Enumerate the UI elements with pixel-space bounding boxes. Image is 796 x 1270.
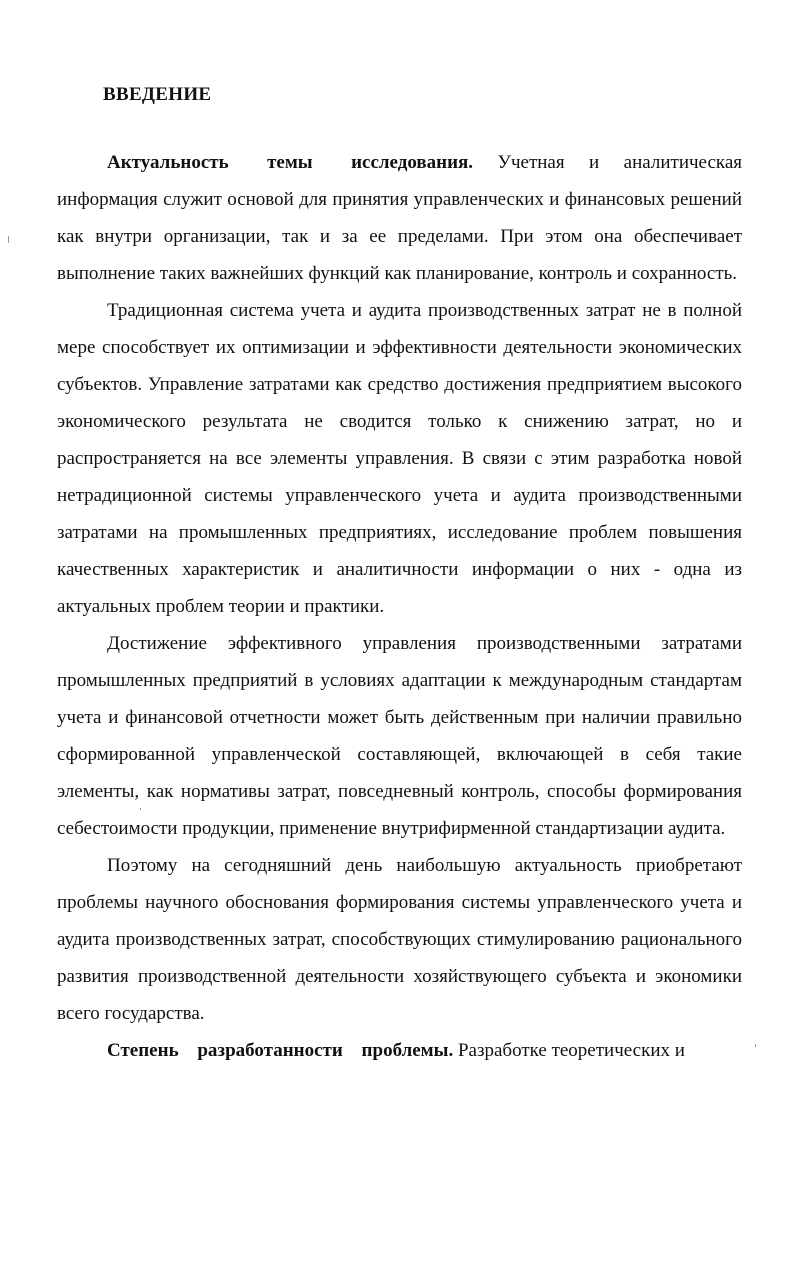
paragraph-degree-of-development [57,1032,742,1069]
paragraph-current-problems [57,847,742,1032]
paragraph-traditional-system [57,292,742,625]
scan-mark [755,1044,756,1047]
paragraph-text: Разработке теоретических и [453,1040,685,1061]
document-body [57,144,742,1069]
paragraph-relevance [57,144,742,292]
paragraph-text: Традиционная система учета и аудита производственных затрат не в полной мере способствует их оптимизации и эффективности деятельности экономических субъектов. Управление затратами как средство достижения предприятием высокого экономического результата не сводится только к снижению затрат, но и распространяется на все элементы управления. В связи с этим разработка новой нетрадиционной системы управленческого учета и аудита производственными затратами на промышленных предприятиях, исследование проблем повышения качественных характеристик и аналитичности информации о них - одна из актуальных проблем теории и практики. [57,300,742,617]
scan-mark [140,808,141,810]
scan-mark [8,236,9,243]
page-title: ВВЕДЕНИЕ [103,84,212,105]
paragraph-text: Поэтому на сегодняшний день наибольшую актуальность приобретают проблемы научного обоснования формирования системы управленческого учета и аудита производственных затрат, способствующих стимулированию рационального развития производственной деятельности хозяйствующего субъекта и экономики всего государства. [57,855,742,1024]
paragraph-text: Учетная и аналитическая информация служит основой для принятия управленческих и финансовых решений как внутри организации, так и за ее пределами. При этом она обеспечивает выполнение таких важнейших функций как планирование, контроль и сохранность. [57,152,742,284]
section-lead-relevance: Актуальность темы исследования. [107,152,474,173]
paragraph-effective-management [57,625,742,847]
section-lead-development: Степень разработанности проблемы. [107,1040,454,1061]
paragraph-text: Достижение эффективного управления производственными затратами промышленных предприятий в условиях адаптации к международным стандартам учета и финансовой отчетности может быть действенным при наличии правильно сформированной управленческой составляющей, включающей в себя такие элементы, как нормативы затрат, повседневный контроль, способы формирования себестоимости продукции, применение внутрифирменной стандартизации аудита. [57,633,742,839]
